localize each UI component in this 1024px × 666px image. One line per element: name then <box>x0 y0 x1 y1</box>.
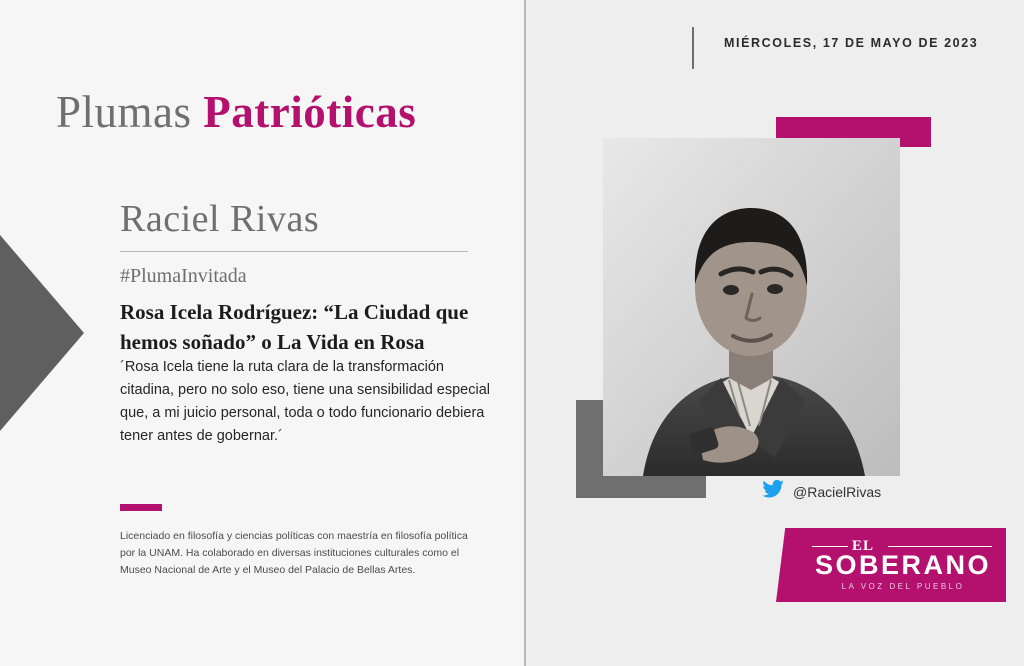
logo-rule-right <box>888 546 992 547</box>
author-name: Raciel Rivas <box>120 198 320 240</box>
date-label: MIÉRCOLES, 17 DE MAYO DE 2023 <box>724 36 979 50</box>
bio-accent-dash <box>120 504 162 511</box>
masthead-word-two: Patrióticas <box>203 87 417 137</box>
logo-line-two: SOBERANO <box>814 550 991 580</box>
logo-rule-left <box>812 546 848 547</box>
article-headline: Rosa Icela Rodríguez: “La Ciudad que hemos soñado” o La Vida en Rosa <box>120 300 469 354</box>
hashtag-label: #PlumaInvitada <box>120 265 247 287</box>
article-quote: ´Rosa Icela tiene la ruta clara de la transformación citadina, pero no solo eso, tiene una sensibilidad especial que, a mi juicio personal, toda o todo funcionario debiera tener antes de gobernar.´ <box>120 359 490 444</box>
date-divider <box>692 27 694 69</box>
twitter-credit[interactable] <box>762 480 881 503</box>
triangle-right-icon <box>0 235 84 431</box>
logo-line-one: EL <box>852 538 875 554</box>
masthead-word-one: Plumas <box>56 87 192 137</box>
twitter-handle-label: @RacielRivas <box>793 483 882 500</box>
vertical-divider <box>524 0 526 666</box>
twitter-icon <box>762 480 784 503</box>
author-bio: Licenciado en filosofía y ciencias políticas con maestría en filosofía política por la UNAM. Ha colaborado en diversas instituciones culturales como el Museo Nacional de Arte y el Museo del Palacio de Bellas Artes. <box>120 530 468 576</box>
masthead <box>56 86 416 138</box>
logo-tagline: LA VOZ DEL PUEBLO <box>841 582 965 591</box>
author-rule <box>120 251 468 252</box>
author-photo <box>603 138 900 476</box>
